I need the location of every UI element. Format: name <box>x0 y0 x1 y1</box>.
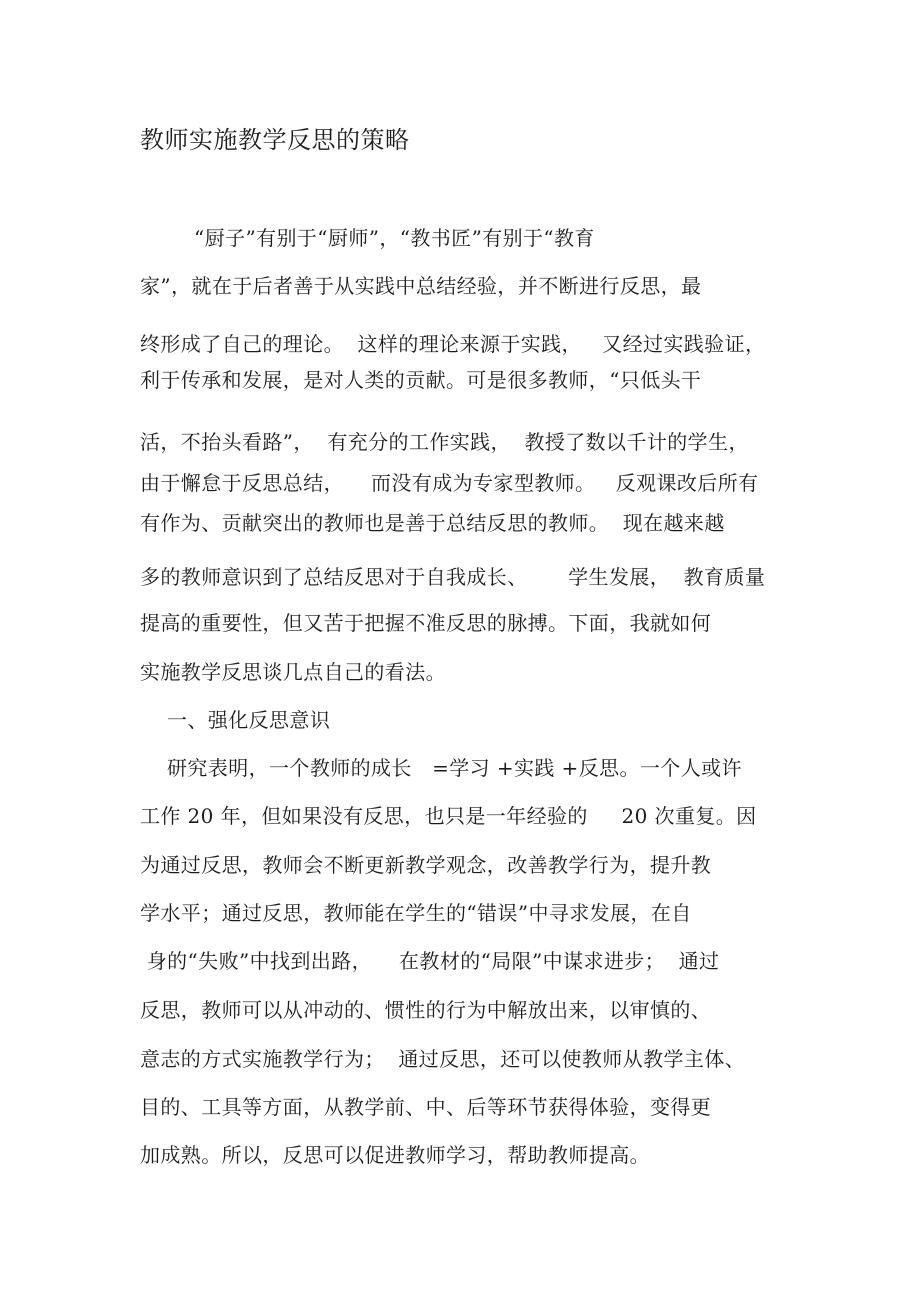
paragraph-line: 意志的方式实施教学行为； 通过反思，还可以使教师从教学主体、 <box>140 1047 746 1071</box>
paragraph-line: 工作 20 年，但如果没有反思，也只是一年经验的 20 次重复。因 <box>140 804 757 828</box>
paragraph-line: 由于懈怠于反思总结， 而没有成为专家型教师。 反观课改后所有 <box>140 471 759 495</box>
paragraph-line: 学水平；通过反思，教师能在学生的“错误”中寻求发展，在自 <box>140 901 692 925</box>
paragraph-line: 为通过反思，教师会不断更新教学观念，改善教学行为，提升教 <box>140 853 712 877</box>
paragraph-line: 有作为、贡献突出的教师也是善于总结反思的教师。 现在越来越 <box>140 511 725 535</box>
paragraph-line: 终形成了自己的理论。 这样的理论来源于实践， 又经过实践验证， <box>140 332 766 356</box>
document-title: 教师实施教学反思的策略 <box>140 126 410 154</box>
paragraph-line: 目的、工具等方面，从教学前、中、后等环节获得体验，变得更 <box>140 1095 712 1119</box>
paragraph-line: 提高的重要性，但又苦于把握不准反思的脉搏。下面，我就如何 <box>140 611 712 635</box>
paragraph-line: 家”，就在于后者善于从实践中总结经验，并不断进行反思，最 <box>140 274 702 298</box>
paragraph-line: 活，不抬头看路”， 有充分的工作实践， 教授了数以千计的学生， <box>140 430 749 454</box>
paragraph-line: 身的“失败”中找到出路， 在教材的“局限”中谋求进步； 通过 <box>140 949 720 973</box>
paragraph-line: 反思，教师可以从冲动的、惯性的行为中解放出来，以审慎的、 <box>140 998 712 1022</box>
paragraph-line: “厨子”有别于“厨师”，“教书匠”有别于“教育 <box>140 226 595 250</box>
paragraph-line: 研究表明，一个教师的成长 =学习 +实践 +反思。一个人或许 <box>140 756 742 780</box>
paragraph-line: 多的教师意识到了总结反思对于自我成长、 学生发展， 教育质量 <box>140 565 766 589</box>
paragraph-line: 利于传承和发展，是对人类的贡献。可是很多教师，“只低头干 <box>140 368 702 392</box>
paragraph-line: 实施教学反思谈几点自己的看法。 <box>140 660 446 684</box>
paragraph-line: 加成熟。所以，反思可以促进教师学习，帮助教师提高。 <box>140 1143 650 1167</box>
section-heading: 一、强化反思意识 <box>140 708 331 732</box>
